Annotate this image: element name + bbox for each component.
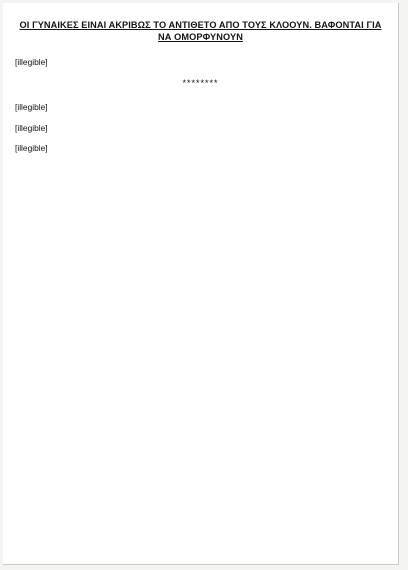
document-page <box>3 3 399 565</box>
document-title: ΟΙ ΓΥΝΑΙΚΕΣ ΕΙΝΑΙ ΑΚΡΙΒΩΣ ΤΟ ΑΝΤΙΘΕΤΟ ΑΠΟ ΤΟΥΣ ΚΛΟΟΥΝ. ΒΑΦΟΝΤΑΙ ΓΙΑ ΝΑ ΟΜΟΡΦΥΝΟΥΝ <box>19 20 382 42</box>
section-separator: ******** <box>182 77 219 88</box>
paragraph-1: [illegible] <box>15 57 48 67</box>
paragraph-3: [illegible] <box>15 122 48 133</box>
paragraph-2: [illegible] <box>15 101 48 112</box>
paragraph-4: [illegible] <box>15 143 48 154</box>
